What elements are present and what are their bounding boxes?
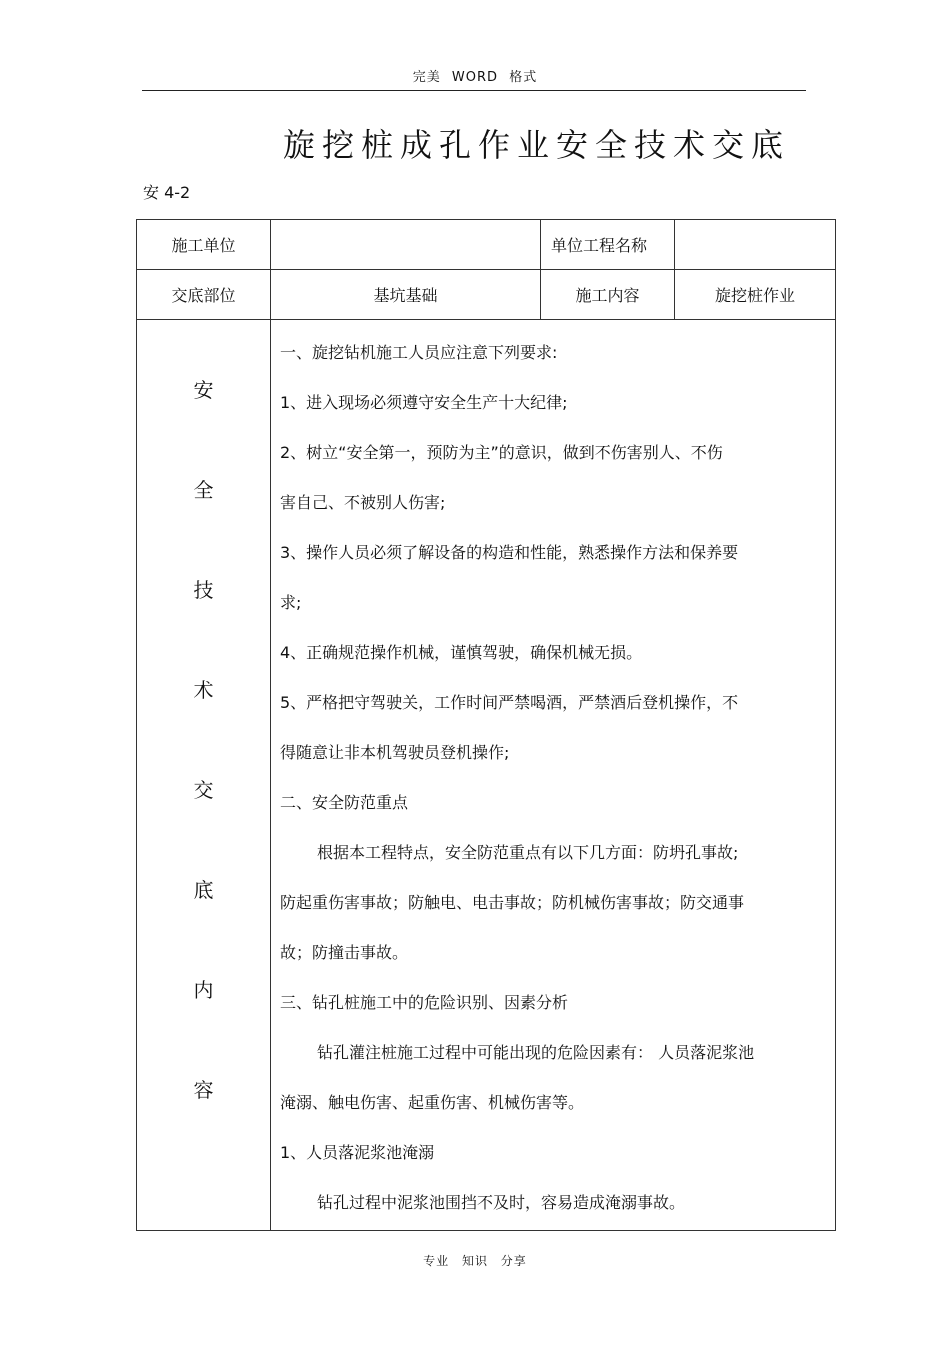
content-line: 4、正确规范操作机械，谨慎驾驶，确保机械无损。: [280, 643, 643, 662]
project-name-label: 单位工程名称: [541, 220, 675, 270]
construction-unit-label: 施工单位: [137, 220, 271, 270]
content-line: 故；防撞击事故。: [280, 943, 409, 962]
table-row: [137, 320, 836, 1231]
content-line: 根据本工程特点，安全防范重点有以下几方面：防坍孔事故;: [317, 843, 739, 862]
project-name-value: [675, 220, 836, 270]
content-line: 5、严格把守驾驶关，工作时间严禁喝酒，严禁酒后登机操作，不: [280, 693, 739, 712]
content-line: 求;: [280, 593, 302, 612]
side-label-char: 技: [193, 578, 214, 602]
content-line: 钻孔过程中泥浆池围挡不及时，容易造成淹溺事故。: [317, 1193, 686, 1212]
header-rule: [142, 90, 806, 91]
side-label-char: 术: [193, 678, 214, 702]
section-heading: 三、钻孔桩施工中的危险识别、因素分析: [280, 993, 569, 1012]
side-label-char: 安: [193, 378, 214, 402]
document-title: 旋挖桩成孔作业安全技术交底: [283, 126, 791, 164]
content-line: 2、树立“安全第一，预防为主”的意识，做到不伤害别人、不伤: [280, 443, 723, 462]
construction-unit-value: [271, 220, 541, 270]
disclosure-location-label: 交底部位: [137, 270, 271, 320]
work-content-label: 施工内容: [541, 270, 675, 320]
page-footer: 专业 知识 分享: [423, 1254, 527, 1268]
content-line: 害自己、不被别人伤害;: [280, 493, 446, 512]
content-line: 钻孔灌注桩施工过程中可能出现的危险因素有： 人员落泥浆池: [317, 1043, 755, 1062]
safety-disclosure-content: [271, 320, 836, 1231]
content-line: 1、人员落泥浆池淹溺: [280, 1143, 435, 1162]
work-content-value: 旋挖桩作业: [675, 270, 836, 320]
content-line: 防起重伤害事故；防触电、电击事故；防机械伤害事故；防交通事: [280, 893, 745, 912]
side-label-char: 交: [193, 778, 214, 802]
side-label-char: 内: [193, 978, 214, 1002]
section-heading: 一、旋挖钻机施工人员应注意下列要求:: [280, 343, 558, 362]
table-row: [137, 220, 836, 270]
disclosure-table: [136, 219, 836, 1231]
content-line: 得随意让非本机驾驶员登机操作;: [280, 743, 510, 762]
section-heading: 二、安全防范重点: [280, 793, 409, 812]
disclosure-location-value: 基坑基础: [271, 270, 541, 320]
document-code: 安 4-2: [143, 183, 191, 202]
table-row: [137, 270, 836, 320]
content-line: 3、操作人员必须了解设备的构造和性能，熟悉操作方法和保养要: [280, 543, 739, 562]
content-line: 淹溺、触电伤害、起重伤害、机械伤害等。: [280, 1093, 585, 1112]
side-label-char: 容: [193, 1078, 214, 1102]
side-label-char: 全: [193, 478, 214, 502]
safety-disclosure-content-label: [137, 320, 271, 1231]
page-header: 完美 WORD 格式: [412, 70, 538, 85]
content-line: 1、进入现场必须遵守安全生产十大纪律;: [280, 393, 568, 412]
side-label-char: 底: [193, 878, 214, 902]
